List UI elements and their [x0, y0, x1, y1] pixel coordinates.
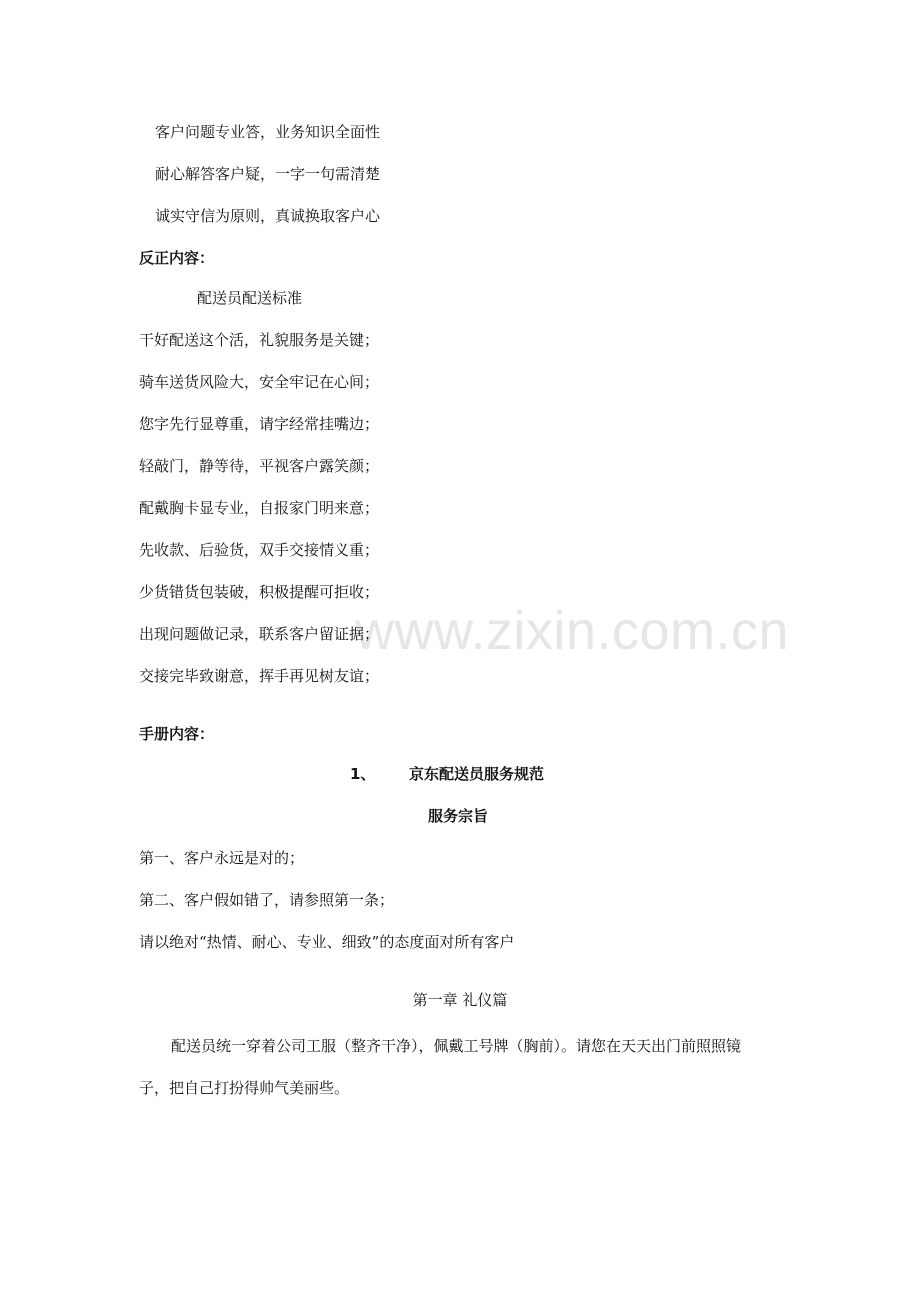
watermark-text: www.zixin.com.cn	[355, 601, 790, 661]
service-purpose-title: 服务宗旨	[428, 807, 489, 825]
section-reverse-heading: 反正内容：	[139, 249, 215, 267]
verse-line-1: 客户问题专业答，业务知识全面性	[155, 123, 381, 141]
delivery-line-3: 您字先行显尊重，请字经常挂嘴边；	[139, 415, 380, 433]
service-line-3: 请以绝对“热情、耐心、专业、细致”的态度面对所有客户	[139, 933, 515, 951]
verse-line-3: 诚实守信为原则，真诚换取客户心	[155, 207, 381, 225]
verse-line-2: 耐心解答客户疑，一字一句需清楚	[155, 165, 381, 183]
manual-heading-title: 京东配送员服务规范	[409, 765, 545, 783]
delivery-line-5: 配戴胸卡显专业，自报家门明来意；	[139, 499, 380, 517]
service-line-2: 第二、客户假如错了，请参照第一条；	[139, 891, 395, 909]
delivery-line-8: 出现问题做记录，联系客户留证据；	[139, 625, 380, 643]
paragraph-line-1: 配送员统一穿着公司工服（整齐干净），佩戴工号牌（胸前）。请您在天天出门前照照镜	[171, 1037, 742, 1055]
paragraph-line-2: 子，把自己打扮得帅气美丽些。	[139, 1079, 350, 1097]
manual-heading-number: 1、	[350, 765, 376, 783]
delivery-line-1: 干好配送这个活，礼貌服务是关键；	[139, 331, 380, 349]
delivery-standard-title: 配送员配送标准	[197, 289, 303, 307]
delivery-line-2: 骑车送货风险大，安全牢记在心间；	[139, 373, 380, 391]
delivery-line-9: 交接完毕致谢意，挥手再见树友谊；	[139, 667, 380, 685]
section-manual-heading: 手册内容：	[139, 725, 215, 743]
delivery-line-7: 少货错货包装破，积极提醒可拒收；	[139, 583, 380, 601]
service-line-1: 第一、客户永远是对的；	[139, 849, 305, 867]
delivery-line-6: 先收款、后验货，双手交接情义重；	[139, 541, 380, 559]
delivery-line-4: 轻敲门，静等待，平视客户露笑颜；	[139, 457, 380, 475]
chapter-title: 第一章 礼仪篇	[412, 991, 508, 1009]
